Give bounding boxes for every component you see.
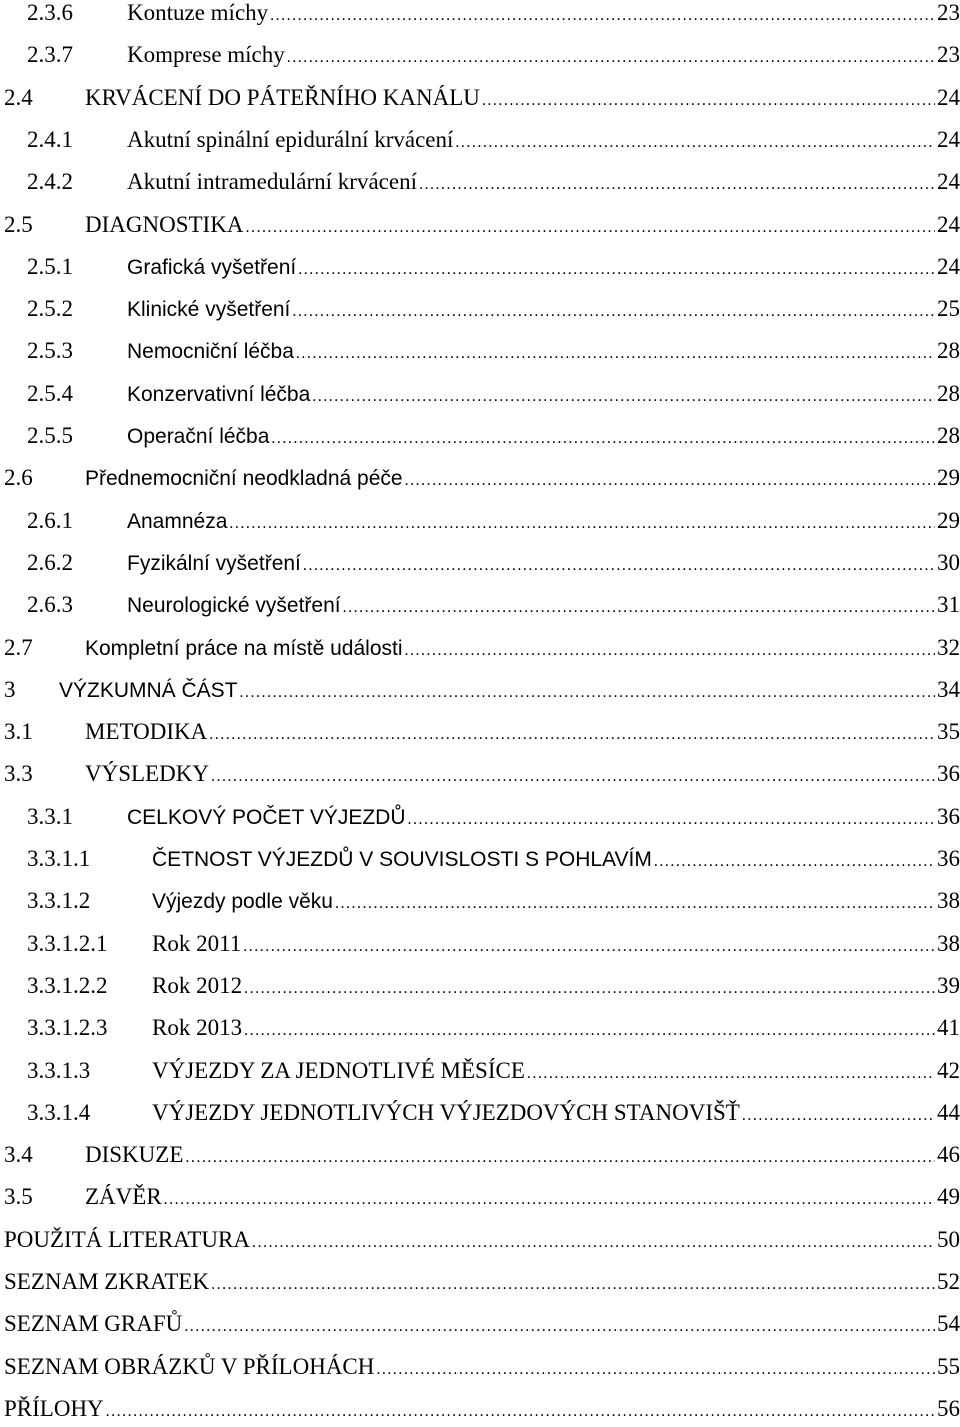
toc-entry-page: 30 xyxy=(937,549,960,575)
toc-entry-title: Kontuze míchy xyxy=(127,0,269,25)
toc-leader-dots xyxy=(106,1397,935,1427)
toc-leader-dots xyxy=(270,1,935,31)
toc-entry-number: 2.3.7 xyxy=(27,42,73,68)
toc-entry-number: 2.6.3 xyxy=(27,592,73,618)
toc-entry-page: 42 xyxy=(937,1057,960,1083)
toc-leader-dots xyxy=(312,382,935,412)
toc-leader-dots xyxy=(271,424,935,454)
toc-entry-title: ZÁVĚR xyxy=(85,1184,162,1210)
toc-entry-line xyxy=(152,844,960,877)
toc-entry-page: 39 xyxy=(937,972,960,998)
toc-entry-line xyxy=(127,167,960,200)
toc-entry-page: 36 xyxy=(937,803,960,829)
toc-entry-page: 28 xyxy=(937,338,960,364)
toc-entry-line xyxy=(127,0,960,31)
toc-entry[interactable] xyxy=(0,675,960,705)
toc-leader-dots xyxy=(244,1016,935,1046)
toc-entry-title: Fyzikální vyšetření xyxy=(127,551,301,575)
toc-entry[interactable] xyxy=(0,1098,960,1128)
toc-entry[interactable] xyxy=(0,1013,960,1043)
toc-leader-dots xyxy=(209,720,935,750)
toc-leader-dots xyxy=(298,255,935,285)
toc-entry[interactable] xyxy=(0,210,960,240)
toc-entry[interactable] xyxy=(0,844,960,874)
toc-leader-dots xyxy=(376,1355,935,1385)
toc-entry-page: 31 xyxy=(937,592,960,618)
toc-entry-line xyxy=(85,759,960,792)
toc-entry-line xyxy=(85,210,960,243)
toc-entry-line xyxy=(127,379,960,412)
toc-entry-line xyxy=(4,1267,960,1300)
toc-entry-line xyxy=(127,548,960,581)
toc-entry-page: 56 xyxy=(937,1395,960,1421)
toc-entry[interactable] xyxy=(0,336,960,366)
toc-entry-number: 2.6.1 xyxy=(27,507,73,533)
toc-entry-line xyxy=(127,252,960,285)
toc-entry-title: VÝJEZDY ZA JEDNOTLIVÉ MĚSÍCE xyxy=(152,1057,525,1083)
toc-entry-number: 2.4 xyxy=(4,84,33,110)
toc-entry-title: Rok 2013 xyxy=(152,1015,243,1041)
toc-leader-dots xyxy=(742,1101,935,1131)
toc-entry-page: 46 xyxy=(937,1142,960,1168)
toc-entry-page: 50 xyxy=(937,1226,960,1252)
toc-entry[interactable] xyxy=(0,252,960,282)
toc-entry[interactable] xyxy=(0,0,960,28)
toc-entry[interactable] xyxy=(0,929,960,959)
toc-entry-title: Přednemocniční neodkladná péče xyxy=(85,467,403,491)
toc-entry-page: 32 xyxy=(937,634,960,660)
toc-entry[interactable] xyxy=(0,886,960,916)
toc-entry-title: METODIKA xyxy=(85,719,208,745)
toc-entry-page: 23 xyxy=(937,0,960,25)
toc-entry-title: DISKUZE xyxy=(85,1142,184,1168)
toc-entry-line xyxy=(152,971,960,1004)
toc-entry-number: 3.3.1 xyxy=(27,803,73,829)
toc-entry[interactable] xyxy=(0,633,960,663)
toc-entry-number: 3.3.1.2.2 xyxy=(27,972,108,998)
toc-entry-number: 3.3.1.3 xyxy=(27,1057,91,1083)
toc-entry-number: 3.3.1.1 xyxy=(27,846,91,871)
toc-entry-line xyxy=(85,83,960,116)
toc-entry-line xyxy=(85,633,960,666)
toc-entry[interactable] xyxy=(0,463,960,493)
toc-entry-page: 38 xyxy=(937,930,960,956)
toc-leader-dots xyxy=(229,509,935,539)
toc-entry[interactable] xyxy=(0,971,960,1001)
toc-entry-title: Anamnéza xyxy=(127,509,228,533)
toc-leader-dots xyxy=(296,339,935,369)
toc-entry-page: 55 xyxy=(937,1353,960,1379)
toc-entry-title: Neurologické vyšetření xyxy=(127,594,341,618)
toc-entry-page: 23 xyxy=(937,42,960,68)
toc-entry-title: Operační léčba xyxy=(127,425,270,448)
toc-entry-page: 52 xyxy=(937,1269,960,1294)
toc-entry-line xyxy=(59,675,960,708)
toc-leader-dots xyxy=(408,805,935,835)
toc-entry-title: ČETNOST VÝJEZDŮ V SOUVISLOSTI S POHLAVÍM xyxy=(152,848,652,871)
toc-entry[interactable] xyxy=(0,506,960,536)
toc-entry-title: VÝJEZDY JEDNOTLIVÝCH VÝJEZDOVÝCH STANOVIŠŤ xyxy=(152,1099,740,1125)
toc-entry-page: 35 xyxy=(937,719,960,745)
toc-entry-number: 2.5.1 xyxy=(27,253,73,279)
toc-entry-line xyxy=(127,590,960,623)
toc-entry[interactable] xyxy=(0,802,960,832)
toc-entry-line xyxy=(85,463,960,496)
toc-entry-number: 2.4.2 xyxy=(27,169,73,195)
toc-leader-dots xyxy=(244,974,935,1004)
toc-entry-page: 34 xyxy=(937,676,960,702)
toc-entry-page: 44 xyxy=(937,1099,960,1125)
toc-entry-page: 54 xyxy=(937,1311,960,1337)
toc-entry-page: 24 xyxy=(937,126,960,152)
toc-entry-number: 2.6.2 xyxy=(27,549,73,575)
toc-entry-page: 24 xyxy=(937,253,960,279)
toc-entry[interactable] xyxy=(0,125,960,155)
toc-entry-line xyxy=(152,1013,960,1046)
toc-entry-title: SEZNAM ZKRATEK xyxy=(4,1269,210,1294)
toc-entry-page: 24 xyxy=(937,84,960,110)
toc-entry-line xyxy=(85,717,960,750)
toc-entry[interactable] xyxy=(0,1225,960,1255)
toc-entry-title: PŘÍLOHY xyxy=(4,1395,104,1421)
toc-entry-page: 38 xyxy=(937,888,960,914)
toc-entry[interactable] xyxy=(0,1352,960,1382)
toc-leader-dots xyxy=(240,678,935,708)
toc-entry-line xyxy=(152,929,960,962)
toc-leader-dots xyxy=(335,889,935,919)
toc-entry-page: 41 xyxy=(937,1015,960,1041)
toc-entry-line xyxy=(85,1182,960,1215)
toc-leader-dots xyxy=(482,86,935,116)
toc-entry-page: 29 xyxy=(937,465,960,491)
toc-entry-number: 3.1 xyxy=(4,719,33,745)
toc-entry-line xyxy=(127,336,960,369)
toc-entry[interactable] xyxy=(0,379,960,409)
toc-entry-number: 2.5.5 xyxy=(27,423,73,448)
toc-leader-dots xyxy=(287,43,935,73)
toc-entry-line xyxy=(152,1098,960,1131)
toc-entry[interactable] xyxy=(0,1394,960,1424)
toc-entry-page: 25 xyxy=(937,296,960,322)
toc-entry-number: 2.3.6 xyxy=(27,0,73,25)
toc-entry-number: 3.5 xyxy=(4,1184,33,1210)
toc-entry-line xyxy=(152,1056,960,1089)
toc-entry-number: 2.5.2 xyxy=(27,296,73,322)
toc-entry-title: DIAGNOSTIKA xyxy=(85,211,244,237)
toc-entry-number: 3.3.1.2.3 xyxy=(27,1015,108,1041)
toc-entry-page: 28 xyxy=(937,380,960,406)
toc-entry-line xyxy=(4,1225,960,1258)
toc-entry-title: Komprese míchy xyxy=(127,42,285,68)
toc-entry[interactable] xyxy=(0,759,960,789)
toc-entry-number: 2.5.4 xyxy=(27,380,73,406)
toc-leader-dots xyxy=(654,847,935,877)
toc-leader-dots xyxy=(292,297,935,327)
toc-entry-line xyxy=(4,1309,960,1342)
toc-entry-line xyxy=(152,886,960,919)
toc-entry-number: 2.5.3 xyxy=(27,338,73,364)
toc-leader-dots xyxy=(455,128,935,158)
toc-entry-line xyxy=(127,506,960,539)
toc-entry-line xyxy=(127,294,960,327)
toc-leader-dots xyxy=(303,551,935,581)
toc-entry-title: Výjezdy podle věku xyxy=(152,890,333,914)
toc-leader-dots xyxy=(185,1143,935,1173)
toc-entry-number: 2.6 xyxy=(4,465,33,491)
toc-entry-number: 3.3.1.2 xyxy=(27,888,91,914)
toc-leader-dots xyxy=(245,213,935,243)
toc-entry-number: 3 xyxy=(4,676,16,702)
toc-entry-title: Akutní spinální epidurální krvácení xyxy=(127,126,454,152)
toc-entry-title: Rok 2012 xyxy=(152,972,243,998)
toc-entry-page: 24 xyxy=(937,169,960,195)
toc-entry-title: Konzervativní léčba xyxy=(127,382,311,406)
toc-entry[interactable] xyxy=(0,1267,960,1297)
toc-leader-dots xyxy=(243,932,935,962)
toc-entry-title: Klinické vyšetření xyxy=(127,298,291,322)
toc-entry-title: VÝSLEDKY xyxy=(85,761,209,787)
toc-entry-title: SEZNAM GRAFŮ xyxy=(4,1311,183,1337)
toc-entry-title: POUŽITÁ LITERATURA xyxy=(4,1226,250,1252)
toc-entry[interactable] xyxy=(0,83,960,113)
toc-entry-number: 2.5 xyxy=(4,211,33,237)
toc-leader-dots xyxy=(419,170,935,200)
toc-leader-dots xyxy=(405,636,935,666)
toc-leader-dots xyxy=(252,1228,935,1258)
toc-entry-title: KRVÁCENÍ DO PÁTEŘNÍHO KANÁLU xyxy=(85,84,480,110)
toc-entry-page: 36 xyxy=(937,846,960,871)
toc-leader-dots xyxy=(211,1270,935,1300)
toc-entry[interactable] xyxy=(0,294,960,324)
toc-entry-line xyxy=(127,421,960,454)
toc-leader-dots xyxy=(405,466,935,496)
toc-entry[interactable] xyxy=(0,421,960,451)
toc-entry[interactable] xyxy=(0,717,960,747)
toc-leader-dots xyxy=(343,593,935,623)
toc-entry-page: 29 xyxy=(937,507,960,533)
toc-entry-number: 2.7 xyxy=(4,634,33,660)
toc-entry-number: 3.3.1.4 xyxy=(27,1099,91,1125)
toc-entry-number: 3.4 xyxy=(4,1142,33,1168)
toc-entry-line xyxy=(127,125,960,158)
toc-entry[interactable] xyxy=(0,1140,960,1170)
toc-leader-dots xyxy=(211,762,935,792)
toc-entry-page: 36 xyxy=(937,761,960,787)
toc-entry-title: Nemocniční léčba xyxy=(127,340,294,364)
toc-entry-line xyxy=(127,40,960,73)
toc-entry[interactable] xyxy=(0,1056,960,1086)
toc-entry-page: 49 xyxy=(937,1184,960,1210)
toc-entry-line xyxy=(4,1394,960,1427)
toc-entry-line xyxy=(4,1352,960,1385)
toc-entry-title: Grafická vyšetření xyxy=(127,255,297,279)
toc-entry[interactable] xyxy=(0,590,960,620)
toc-entry-page: 24 xyxy=(937,211,960,237)
toc-entry[interactable] xyxy=(0,40,960,70)
toc-leader-dots xyxy=(164,1185,935,1215)
toc-entry[interactable] xyxy=(0,167,960,197)
toc-entry-title: SEZNAM OBRÁZKŮ V PŘÍLOHÁCH xyxy=(4,1353,375,1379)
toc-entry-line xyxy=(85,1140,960,1173)
toc-entry-title: Kompletní práce na místě události xyxy=(85,636,403,660)
toc-entry[interactable] xyxy=(0,1182,960,1212)
toc-entry[interactable] xyxy=(0,548,960,578)
toc-entry-title: VÝZKUMNÁ ČÁST xyxy=(59,678,238,702)
toc-entry-title: CELKOVÝ POČET VÝJEZDŮ xyxy=(127,805,406,829)
toc-entry-title: Rok 2011 xyxy=(152,930,242,956)
toc-entry-number: 3.3.1.2.1 xyxy=(27,930,108,956)
toc-entry-page: 28 xyxy=(937,423,960,448)
toc-leader-dots xyxy=(184,1312,935,1342)
toc-entry-number: 2.4.1 xyxy=(27,126,73,152)
toc-entry-line xyxy=(127,802,960,835)
toc-entry[interactable] xyxy=(0,1309,960,1339)
toc-leader-dots xyxy=(527,1059,935,1089)
toc-entry-title: Akutní intramedulární krvácení xyxy=(127,169,417,195)
toc-entry-number: 3.3 xyxy=(4,761,33,787)
